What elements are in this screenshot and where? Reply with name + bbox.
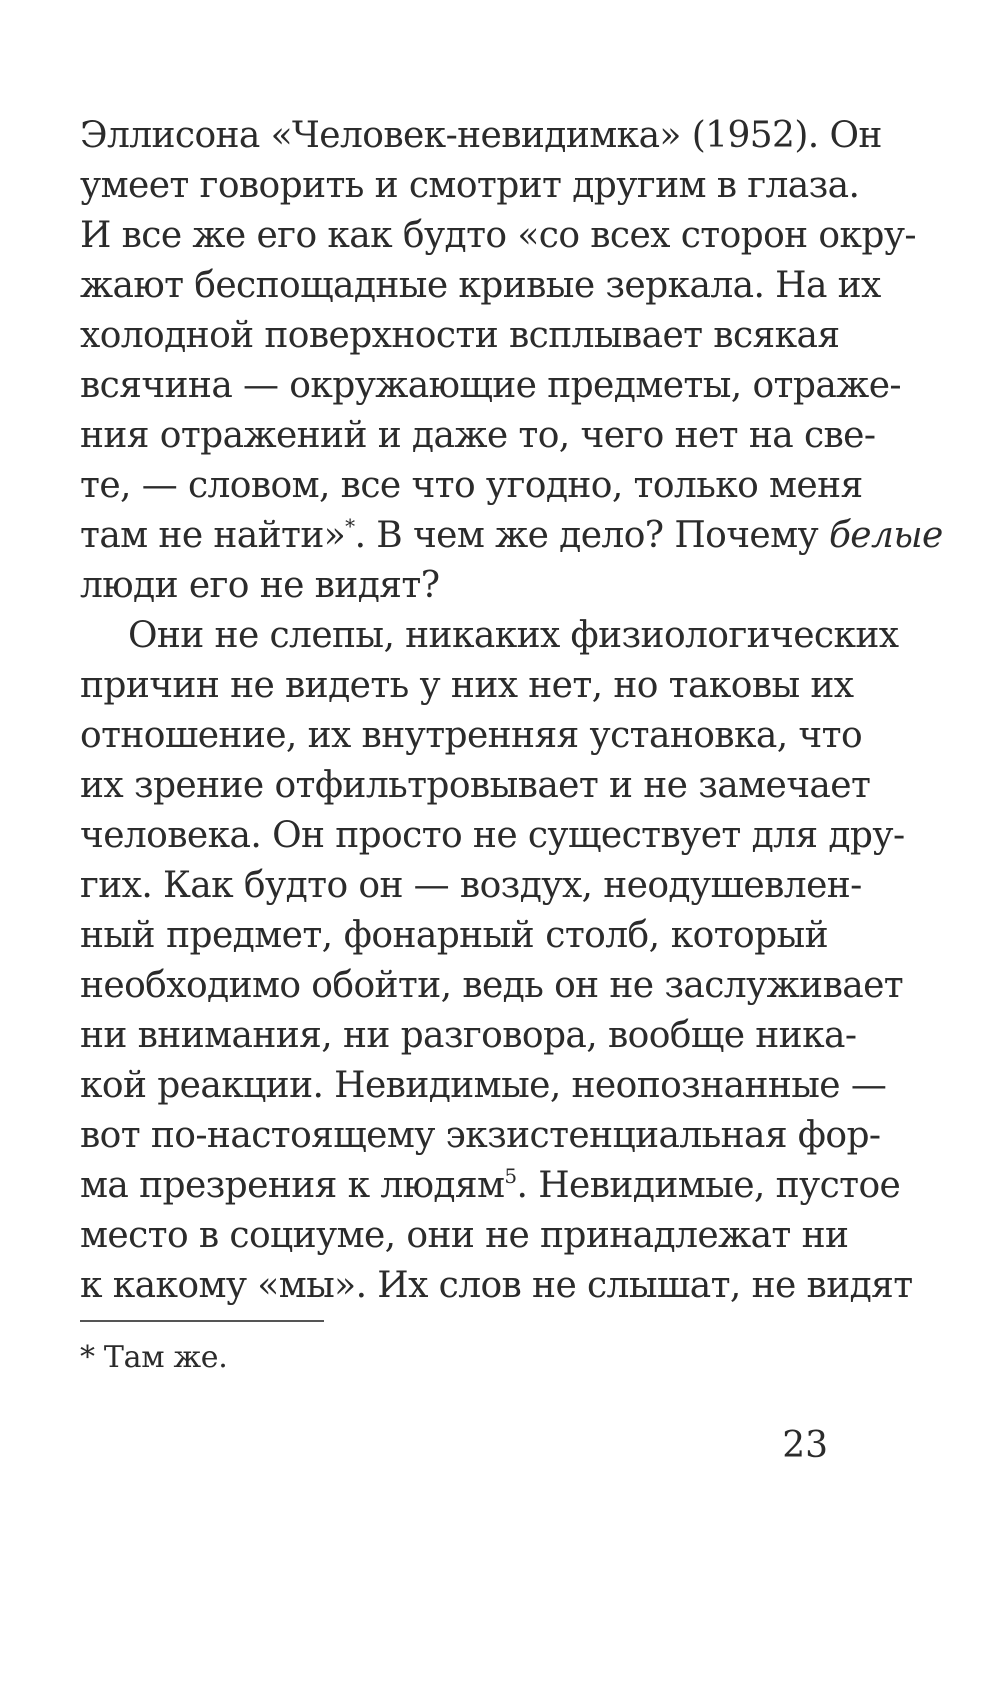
text-line: И все же его как будто «со всех сторон окру-	[80, 215, 916, 256]
text-line: те, — словом, все что угодно, только меня	[80, 465, 863, 506]
text-line: люди его не видят?	[80, 565, 440, 606]
text-line	[80, 510, 943, 562]
text-line: кой реакции. Невидимые, неопознанные —	[80, 1065, 887, 1106]
text-line: к какому «мы». Их слов не слышат, не видят	[80, 1265, 913, 1306]
text-segment: . Невидимые, пустое	[516, 1165, 901, 1206]
text-segment: ма презрения к людям	[80, 1165, 505, 1206]
text-line: всячина — окружающие предметы, отраже-	[80, 365, 901, 406]
endnote-marker: 5	[504, 1164, 517, 1188]
text-line: их зрение отфильтровывает и не замечает	[80, 765, 871, 806]
text-segment: там не найти»	[80, 515, 346, 556]
text-line: человека. Он просто не существует для дру-	[80, 815, 905, 856]
text-line: необходимо обойти, ведь он не заслуживает	[80, 965, 904, 1006]
text-line: гих. Как будто он — воздух, неодушевлен-	[80, 865, 862, 906]
footnote-text: * Там же.	[80, 1340, 228, 1375]
text-line: отношение, их внутренняя установка, что	[80, 715, 863, 756]
italic-word: белые	[828, 515, 943, 556]
text-segment: . В чем же дело? Почему	[354, 515, 829, 556]
text-line: жают беспощадные кривые зеркала. На их	[80, 265, 881, 306]
text-line: вот по-настоящему экзистенциальная фор-	[80, 1115, 881, 1156]
text-line: холодной поверхности всплывает всякая	[80, 315, 840, 356]
text-line: ния отражений и даже то, чего нет на све-	[80, 415, 876, 456]
text-line: ни внимания, ни разговора, вообще ника-	[80, 1015, 857, 1056]
footnote-marker: *	[345, 514, 355, 538]
paragraph-first-line: Они не слепы, никаких физиологических	[128, 615, 899, 656]
text-line: ный предмет, фонарный столб, который	[80, 915, 828, 956]
page-number: 23	[782, 1425, 828, 1466]
footnote-separator	[80, 1320, 324, 1322]
text-line: причин не видеть у них нет, но таковы их	[80, 665, 854, 706]
text-line: Эллисона «Человек-невидимка» (1952). Он	[80, 115, 882, 156]
text-line	[80, 1160, 901, 1212]
text-line: место в социуме, они не принадлежат ни	[80, 1215, 849, 1256]
text-line: умеет говорить и смотрит другим в глаза.	[80, 165, 860, 206]
